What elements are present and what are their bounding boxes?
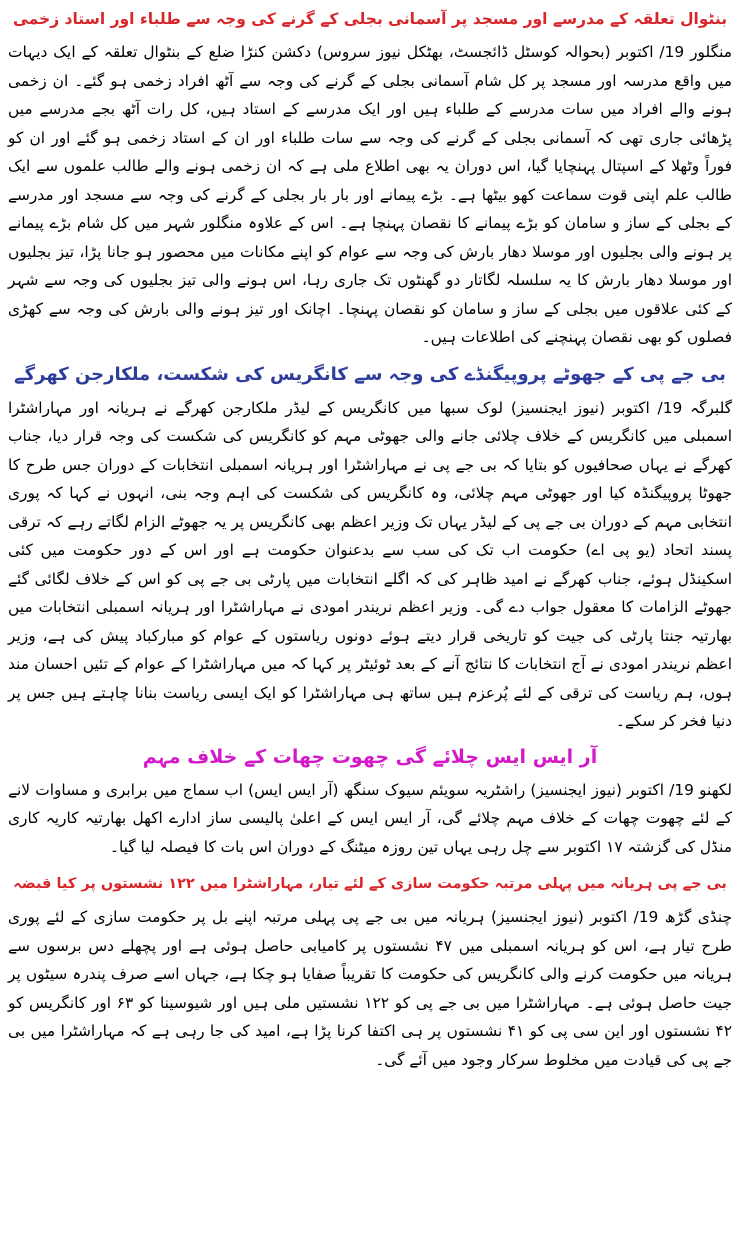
article-lightning-strike — [8, 4, 732, 352]
article-bjp-haryana — [8, 869, 732, 1074]
headline-rss-campaign: آر ایس ایس چلائے گی چھوت چھات کے خلاف مہم — [142, 745, 598, 768]
article-rss-campaign — [8, 742, 732, 862]
body-rss-campaign: لکھنو 19/ اکتوبر (نیوز ایجنسیز) راشٹریہ سویئم سیوک سنگھ (آر ایس ایس) اب سماج میں برابری و مساوات لانے کے لئے چھوت چھات کے خلاف مہم چلائے گی، آر ایس ایس کے اعلیٰ پالیسی ساز ادارے اکھل بھارتیہ کاریہ کاری منڈل کی گزشتہ ۱۷ اکتوبر سے چل رہی یہاں تین روزہ میٹنگ کے دوران اس بات کا فیصلہ لیا گیا۔ — [8, 780, 732, 856]
article-kharge-congress — [8, 360, 732, 736]
body-lightning-strike: منگلور 19/ اکتوبر (بحوالہ کوسٹل ڈائجسٹ، بھٹکل نیوز سروس) دکشن کنڑا ضلع کے بنٹوال تعلقہ کے ایک دیہات میں واقع مدرسہ اور مسجد پر کل شام آسمانی بجلی کے گرنے کی وجہ سے آٹھ افراد زخمی ہو گئے۔ ان زخمی ہونے والے افراد میں سات مدرسے کے طلباء ہیں اور ایک مدرسے کے استاد ہیں، کل رات آٹھ بجے مدرسے میں پڑھائی جاری تھی کہ آسمانی بجلی کے گرنے کی وجہ سے سات طلباء اور ان کے استاد زخمی ہو گئے اور ان کو فوراً وٹھلا کے اسپتال پہنچایا گیا، اس دوران یہ بھی اطلاع ملی ہے کہ ان زخمی ہونے والے طالب علموں سے ایک طالب علم اپنی قوت سماعت کھو بیٹھا ہے۔ بڑے پیمانے اور بار بار بجلی کے گرنے کی وجہ سے مسجد اور مدرسے کے بجلی کے ساز و سامان کو بڑے پیمانے کا نقصان پہنچا ہے۔ اس کے علاوہ منگلور شہر میں کل شام بڑے پیمانے پر ہونے والی بجلیوں اور موسلا دھار بارش کی وجہ سے عوام کو اپنے مکانات میں محصور ہو جانا پڑا، تیز بجلیوں اور موسلا دھار بارش کا یہ سلسلہ لگاتار دو گھنٹوں تک جاری رہا، اس ہونے والی تیز بجلیوں کی وجہ سے شہر کے کئی علاقوں میں بجلی کے ساز و سامان کو نقصان پہنچا۔ اچانک اور تیز ہونے والی بارش کی وجہ سے کھڑی فصلوں کو بھی نقصان پہنچنے کی اطلاعات ہیں۔ — [8, 43, 732, 346]
headline-lightning-strike: بنٹوال تعلقہ کے مدرسے اور مسجد پر آسمانی بجلی کے گرنے کی وجہ سے طلباء اور استاد زخمی — [12, 10, 728, 28]
body-bjp-haryana: چنڈی گڑھ 19/ اکتوبر (نیوز ایجنسیز) ہریانہ میں بی جے پی پہلی مرتبہ اپنے بل پر حکومت سازی کے لئے پوری طرح تیار ہے، اس کو ہریانہ اسمبلی میں ۴۷ نشستوں پر کامیابی حاصل ہوئی ہے اور پچھلے دس برسوں سے ہریانہ میں حکومت کرنے والی کانگریس کی حکومت کا تقریباً صفایا ہو چکا ہے، جہاں اسے صرف پندرہ سیٹوں پر جیت حاصل ہوئی ہے۔ مہاراشٹرا میں بی جے پی کو ۱۲۲ نشستیں ملی ہیں اور شیوسینا کو ۶۳ اور کانگریس کو ۴۲ نشستوں اور این سی پی کو ۴۱ نشستوں پر ہی اکتفا کرنا پڑا ہے، امید کی جا رہی ہے کہ مہاراشٹرا میں بی جے پی کی قیادت میں مخلوط سرکار وجود میں آئے گی۔ — [8, 908, 733, 1069]
headline-bjp-haryana: بی جے پی ہریانہ میں پہلی مرتبہ حکومت سازی کے لئے تیار، مہاراشٹرا میں ۱۲۲ نشستوں پر کیا قبضہ — [13, 876, 727, 892]
headline-kharge-congress: بی جے پی کے جھوٹے پروپیگنڈے کی وجہ سے کانگریس کی شکست، ملکارجن کھرگے — [14, 363, 726, 385]
body-kharge-congress: گلبرگہ 19/ اکتوبر (نیوز ایجنسیز) لوک سبھا میں کانگریس کے لیڈر ملکارجن کھرگے نے ہریانہ اور مہاراشٹرا اسمبلی میں کانگریس کے خلاف چلائی جانے والی جھوٹی مہم کو کانگریس کی شکست کی وجہ قرار دیا، جناب کھرگے نے یہاں صحافیوں کو بتایا کہ بی جے پی نے مہاراشٹرا اور ہریانہ اسمبلی انتخابات کے دوران جس طرح کا جھوٹا پروپیگنڈہ کیا اور جھوٹی مہم چلائی، وہ کانگریس کی شکست کی اہم وجہ بنی، انہوں نے کہا کہ پوری انتخابی مہم کے دوران بی جے پی کے لیڈر یہاں تک وزیر اعظم بھی کانگریس پر یہ جھوٹے الزام لگاتے رہے کہ ترقی پسند اتحاد (یو پی اے) حکومت اب تک کی سب سے بدعنوان حکومت ہے اور اس کے دور حکومت میں کئی اسکینڈل ہوئے، جناب کھرگے نے امید ظاہر کی کہ اگلے انتخابات میں پارٹی بی جے پی کو اس کے خلاف لگائی گئے جھوٹے الزامات کا معقول جواب دے گی۔ وزیر اعظم نریندر امودی نے مہاراشٹرا اور ہریانہ اسمبلی انتخابات میں بھارتیہ جنتا پارٹی کی جیت کو تاریخی قرار دیتے ہوئے دونوں ریاستوں کے عوام کو مبارکباد پیش کی ہے، وزیر اعظم نریندر امودی نے آج انتخابات کا نتائج آنے کے بعد ٹوئیٹر پر کہا کہ میں مہاراشٹرا کے عوام کے تئیں احسان مند ہوں، ہم ریاست کی ترقی کے لئے پُرعزم ہیں ساتھ ہی مہاراشٹرا کو ایک ایسی ریاست بنانا چاہتے ہیں جس پر دنیا فخر کر سکے۔ — [8, 398, 732, 730]
